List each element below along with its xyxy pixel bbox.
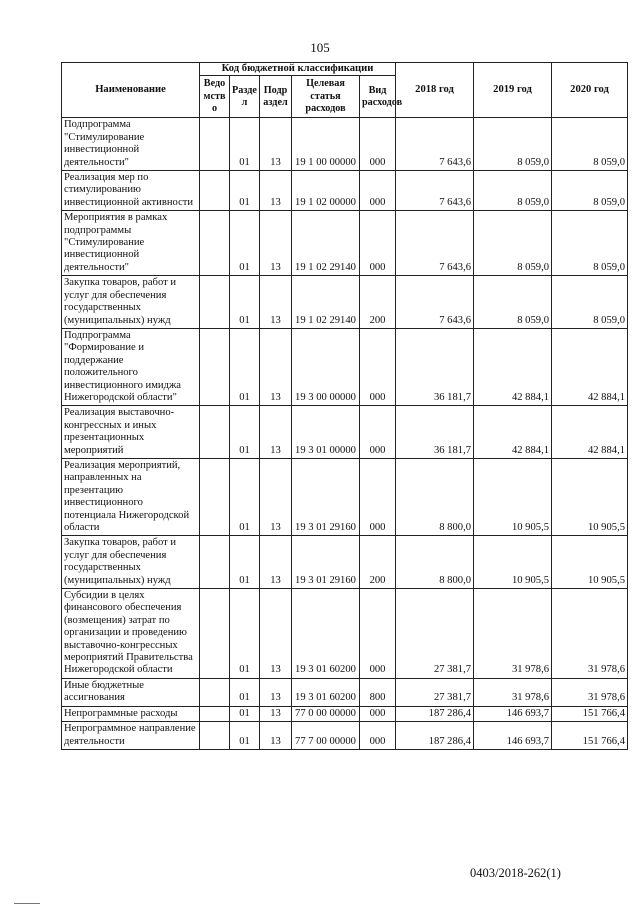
- row-ved: [200, 678, 230, 706]
- row-vid: 000: [360, 406, 396, 459]
- row-vid: 800: [360, 678, 396, 706]
- row-name: Закупка товаров, работ и услуг для обеспечения государственных (муниципальных) нужд: [62, 276, 200, 329]
- row-vid: 000: [360, 211, 396, 276]
- row-razdel: 01: [230, 722, 260, 750]
- row-2019: 8 059,0: [474, 118, 552, 171]
- row-podrazdel: 13: [260, 722, 292, 750]
- row-podrazdel: 13: [260, 328, 292, 405]
- row-ved: [200, 118, 230, 171]
- page-number: 105: [310, 40, 330, 55]
- header-2020: 2020 год: [552, 63, 628, 118]
- row-name: Закупка товаров, работ и услуг для обеспечения государственных (муниципальных) нужд: [62, 536, 200, 589]
- row-podrazdel: 13: [260, 276, 292, 329]
- header-row-top: [62, 63, 628, 76]
- table-row: [62, 118, 628, 171]
- row-vid: 200: [360, 536, 396, 589]
- row-2019: 146 693,7: [474, 706, 552, 721]
- row-name: Реализация выставочно-конгрессных и иных презентационных мероприятий: [62, 406, 200, 459]
- row-podrazdel: 13: [260, 406, 292, 459]
- row-name: Субсидии в целях финансового обеспечения (возмещения) затрат по организации и проведению выставочно-конгрессных мероприятий Правительства Нижегородской области: [62, 589, 200, 679]
- header-code-group: Код бюджетной классификации: [200, 63, 396, 76]
- row-2020: 151 766,4: [552, 722, 628, 750]
- row-2020: 8 059,0: [552, 276, 628, 329]
- table-row: [62, 211, 628, 276]
- row-ved: [200, 211, 230, 276]
- table-row: [62, 589, 628, 679]
- row-2018: 36 181,7: [396, 406, 474, 459]
- row-2019: 42 884,1: [474, 328, 552, 405]
- row-2020: 151 766,4: [552, 706, 628, 721]
- row-name: Реализация мероприятий, направленных на презентацию инвестиционного потенциала Нижегородской области: [62, 458, 200, 535]
- row-podrazdel: 13: [260, 458, 292, 535]
- row-2018: 7 643,6: [396, 171, 474, 211]
- table-row: [62, 722, 628, 750]
- row-name: Подпрограмма "Формирование и поддержание положительного инвестиционного имиджа Нижегородской области": [62, 328, 200, 405]
- row-target: 19 3 01 60200: [292, 678, 360, 706]
- table-row: [62, 171, 628, 211]
- row-name: Непрограммное направление деятельности: [62, 722, 200, 750]
- row-2019: 146 693,7: [474, 722, 552, 750]
- row-ved: [200, 328, 230, 405]
- row-ved: [200, 589, 230, 679]
- row-vid: 000: [360, 589, 396, 679]
- table-row: [62, 406, 628, 459]
- row-name: Непрограммные расходы: [62, 706, 200, 721]
- row-vid: 000: [360, 458, 396, 535]
- row-vid: 000: [360, 328, 396, 405]
- row-razdel: 01: [230, 211, 260, 276]
- table-row: [62, 678, 628, 706]
- row-name: Мероприятия в рамках подпрограммы "Стимулирование инвестиционной деятельности": [62, 211, 200, 276]
- budget-table: [61, 62, 628, 750]
- row-2019: 8 059,0: [474, 171, 552, 211]
- margin-line: [14, 903, 40, 904]
- row-ved: [200, 458, 230, 535]
- header-razdel: Раздел: [230, 76, 260, 118]
- table-row: [62, 706, 628, 721]
- row-2020: 42 884,1: [552, 328, 628, 405]
- row-vid: 200: [360, 276, 396, 329]
- row-razdel: 01: [230, 589, 260, 679]
- row-target: 19 3 00 00000: [292, 328, 360, 405]
- row-2018: 8 800,0: [396, 536, 474, 589]
- row-podrazdel: 13: [260, 171, 292, 211]
- row-2018: 187 286,4: [396, 722, 474, 750]
- row-target: 19 1 00 00000: [292, 118, 360, 171]
- row-podrazdel: 13: [260, 706, 292, 721]
- row-name: Реализация мер по стимулированию инвестиционной активности: [62, 171, 200, 211]
- row-target: 19 3 01 60200: [292, 589, 360, 679]
- row-ved: [200, 536, 230, 589]
- row-vid: 000: [360, 171, 396, 211]
- row-2018: 7 643,6: [396, 211, 474, 276]
- row-2020: 8 059,0: [552, 211, 628, 276]
- row-podrazdel: 13: [260, 118, 292, 171]
- row-2020: 31 978,6: [552, 678, 628, 706]
- table-row: [62, 458, 628, 535]
- row-razdel: 01: [230, 328, 260, 405]
- row-2018: 8 800,0: [396, 458, 474, 535]
- row-vid: 000: [360, 706, 396, 721]
- row-2020: 8 059,0: [552, 118, 628, 171]
- row-2019: 8 059,0: [474, 211, 552, 276]
- row-2020: 8 059,0: [552, 171, 628, 211]
- row-2020: 10 905,5: [552, 536, 628, 589]
- header-target: Целевая статья расходов: [292, 76, 360, 118]
- row-razdel: 01: [230, 536, 260, 589]
- row-ved: [200, 722, 230, 750]
- row-target: 19 1 02 29140: [292, 211, 360, 276]
- table-row: [62, 328, 628, 405]
- row-2018: 27 381,7: [396, 589, 474, 679]
- header-podrazdel: Подраздел: [260, 76, 292, 118]
- row-2018: 7 643,6: [396, 118, 474, 171]
- row-2019: 10 905,5: [474, 536, 552, 589]
- header-2018: 2018 год: [396, 63, 474, 118]
- row-ved: [200, 406, 230, 459]
- header-vid: Вид расходов: [360, 76, 396, 118]
- row-ved: [200, 706, 230, 721]
- row-name: Иные бюджетные ассигнования: [62, 678, 200, 706]
- row-2018: 36 181,7: [396, 328, 474, 405]
- row-2020: 10 905,5: [552, 458, 628, 535]
- row-2018: 27 381,7: [396, 678, 474, 706]
- row-name: Подпрограмма "Стимулирование инвестиционной деятельности": [62, 118, 200, 171]
- table-row: [62, 536, 628, 589]
- row-ved: [200, 171, 230, 211]
- header-2019: 2019 год: [474, 63, 552, 118]
- row-podrazdel: 13: [260, 678, 292, 706]
- row-target: 19 1 02 29140: [292, 276, 360, 329]
- header-vedomstvo: Ведомство: [200, 76, 230, 118]
- row-podrazdel: 13: [260, 536, 292, 589]
- row-2019: 31 978,6: [474, 678, 552, 706]
- row-podrazdel: 13: [260, 211, 292, 276]
- row-podrazdel: 13: [260, 589, 292, 679]
- row-2020: 31 978,6: [552, 589, 628, 679]
- row-target: 19 3 01 29160: [292, 458, 360, 535]
- row-razdel: 01: [230, 706, 260, 721]
- document-code: 0403/2018-262(1): [470, 866, 561, 880]
- row-target: 77 7 00 00000: [292, 722, 360, 750]
- row-razdel: 01: [230, 458, 260, 535]
- table-row: [62, 276, 628, 329]
- row-razdel: 01: [230, 171, 260, 211]
- row-2019: 10 905,5: [474, 458, 552, 535]
- header-name: Наименование: [62, 63, 200, 118]
- row-razdel: 01: [230, 118, 260, 171]
- row-2019: 8 059,0: [474, 276, 552, 329]
- row-2020: 42 884,1: [552, 406, 628, 459]
- row-target: 77 0 00 00000: [292, 706, 360, 721]
- row-target: 19 3 01 29160: [292, 536, 360, 589]
- row-2019: 31 978,6: [474, 589, 552, 679]
- row-razdel: 01: [230, 678, 260, 706]
- row-2018: 187 286,4: [396, 706, 474, 721]
- row-razdel: 01: [230, 406, 260, 459]
- row-target: 19 1 02 00000: [292, 171, 360, 211]
- row-vid: 000: [360, 722, 396, 750]
- row-2018: 7 643,6: [396, 276, 474, 329]
- row-2019: 42 884,1: [474, 406, 552, 459]
- row-target: 19 3 01 00000: [292, 406, 360, 459]
- row-vid: 000: [360, 118, 396, 171]
- row-ved: [200, 276, 230, 329]
- row-razdel: 01: [230, 276, 260, 329]
